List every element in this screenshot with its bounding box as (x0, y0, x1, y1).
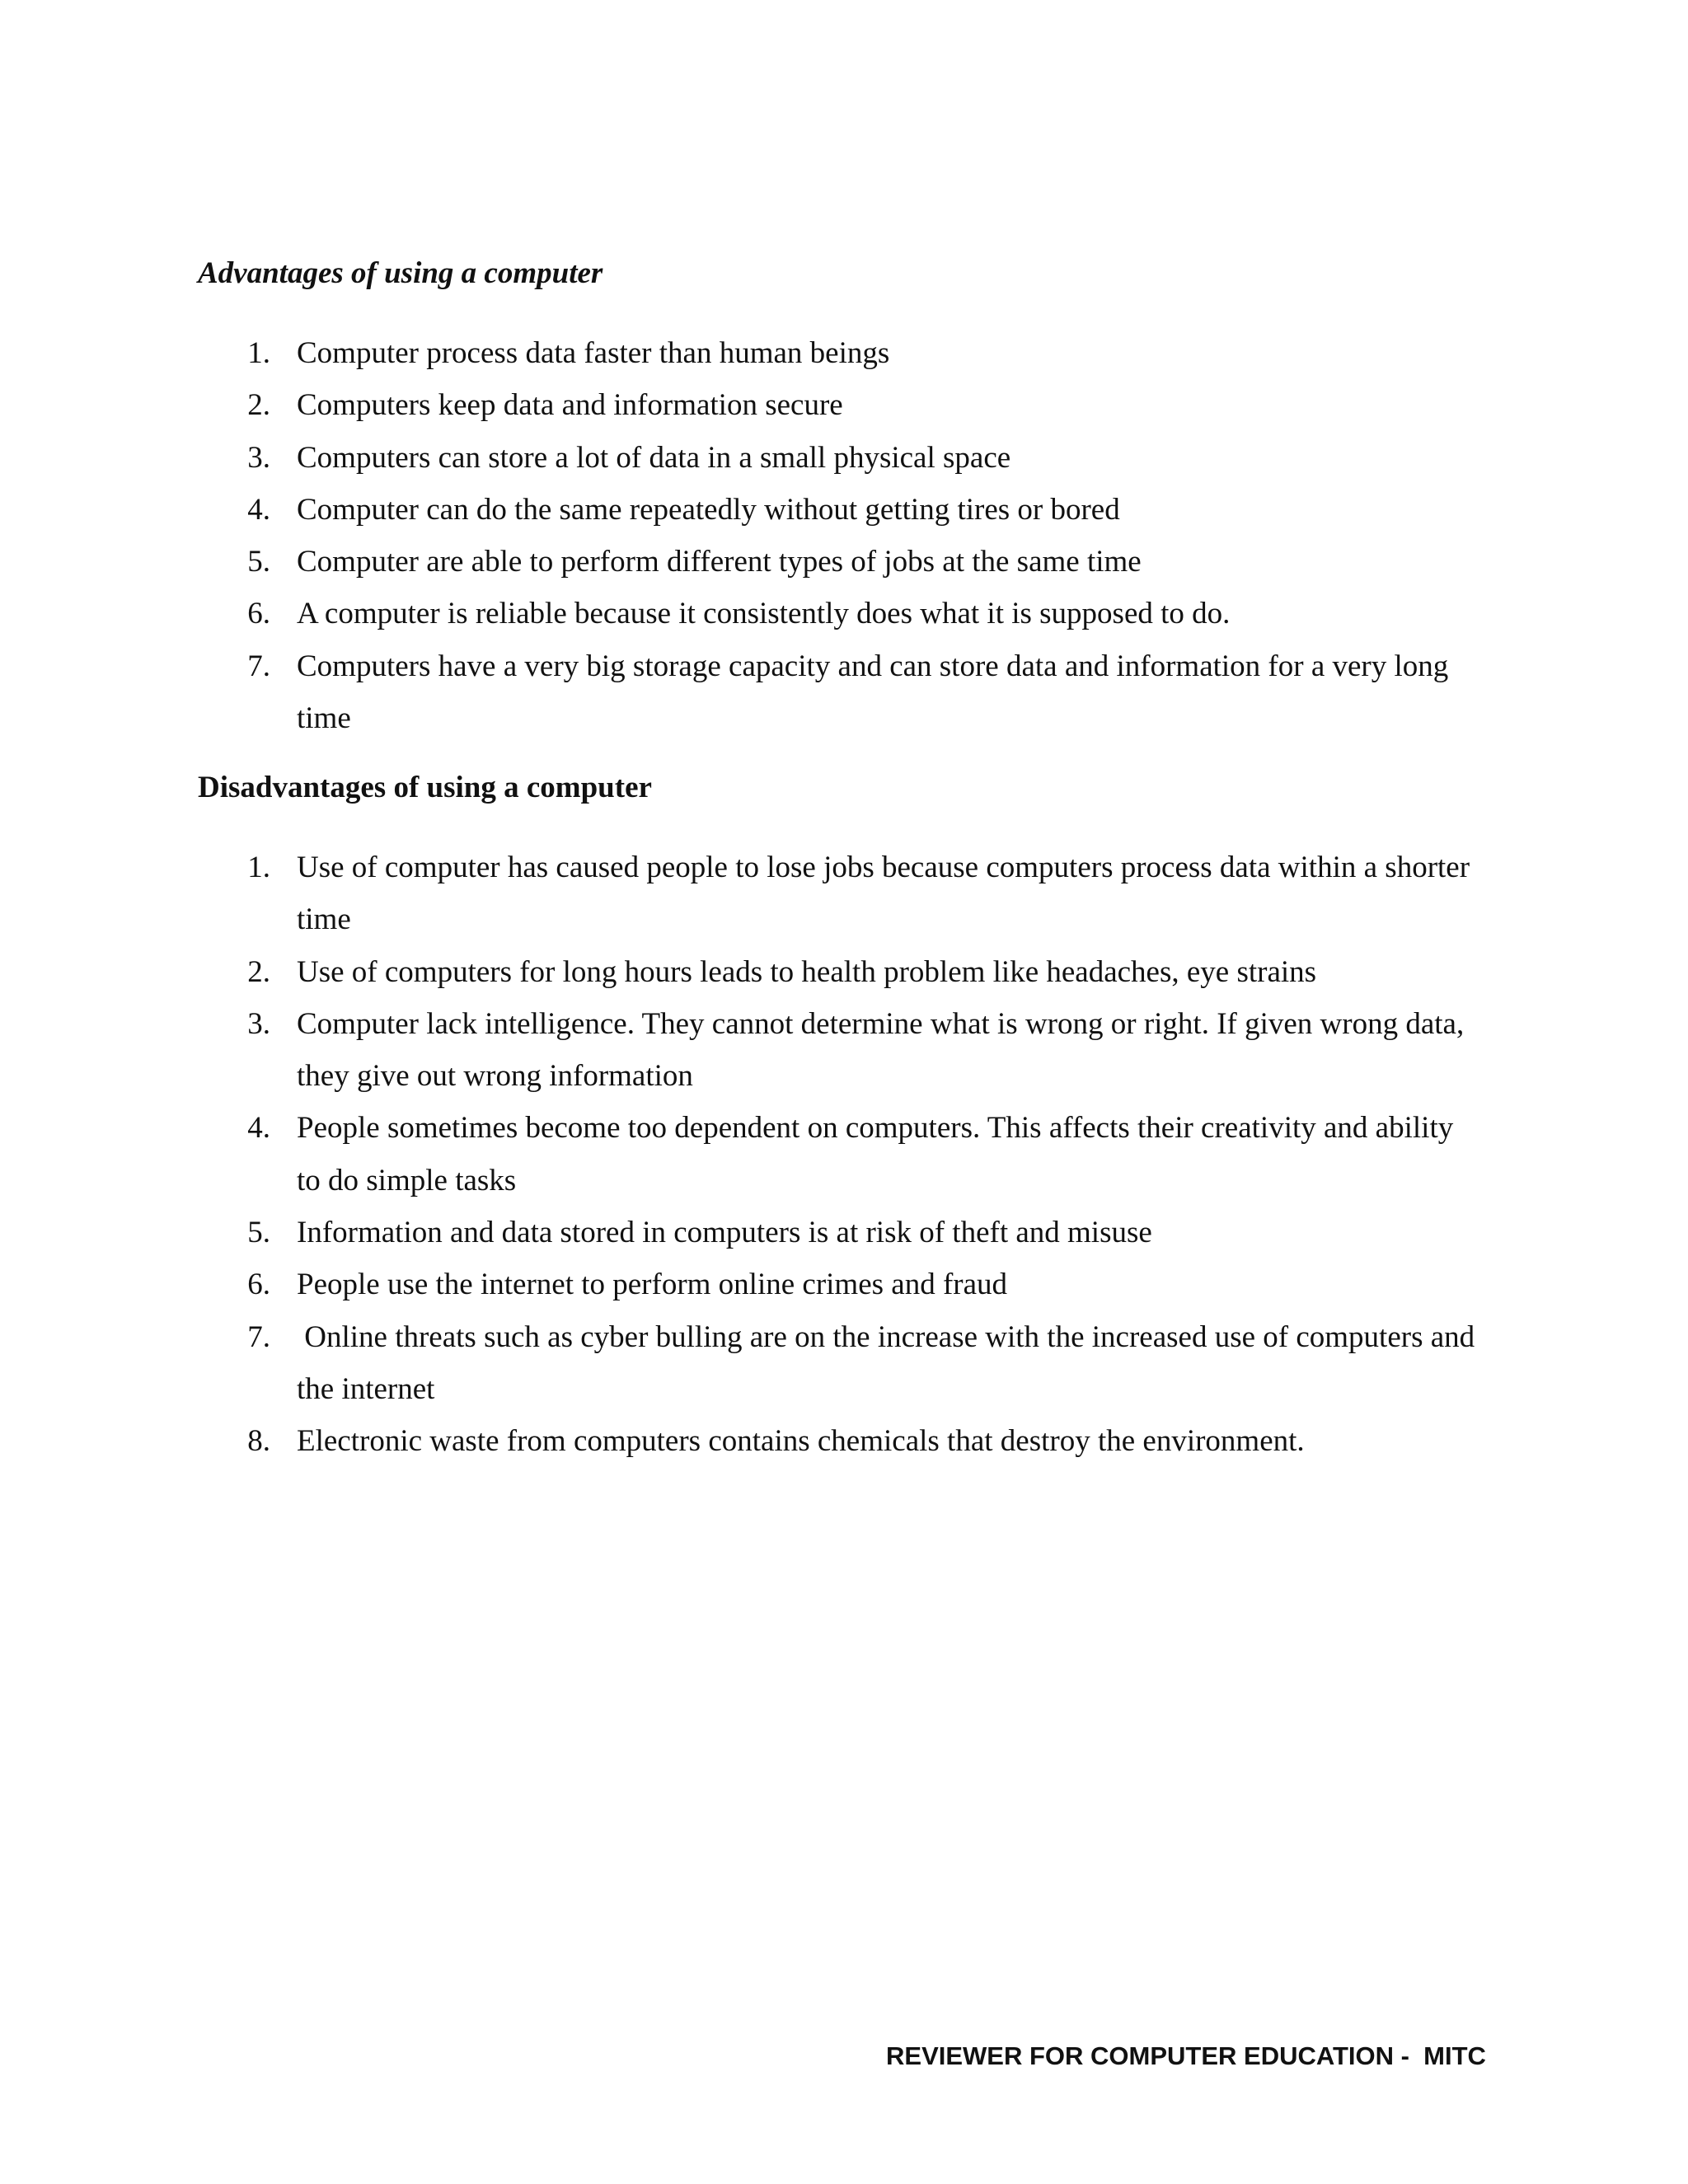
list-item (0, 588, 1688, 640)
list-text: People use the internet to perform online crimes and fraud (297, 1268, 1008, 1302)
list-item (0, 327, 1688, 379)
list-text: Use of computer has caused people to lose jobs because computers process data within a shorter time (297, 851, 1470, 937)
list-text: A computer is reliable because it consistently does what it is supposed to do. (297, 597, 1231, 631)
list-text: Computers keep data and information secure (297, 388, 843, 423)
list-number: 6 . (246, 1258, 270, 1310)
list-item (0, 1102, 1688, 1207)
list-text: Online threats such as cyber bulling are on the increase with the increased use of computers and the internet (297, 1319, 1483, 1406)
list-item (0, 379, 1688, 431)
list-item (0, 998, 1688, 1103)
list-text: Information and data stored in computers is at risk of theft and misuse (297, 1216, 1152, 1250)
list-number: 8 . (246, 1415, 270, 1467)
list-number: 3 . (246, 432, 270, 484)
list-text: Computer are able to perform different types of jobs at the same time (297, 545, 1142, 579)
list-item (0, 1415, 1688, 1467)
list-item (0, 640, 1688, 745)
list-number: 3 . (246, 998, 270, 1050)
list-number: 4 . (246, 1102, 270, 1154)
list-text: People sometimes become too dependent on computers. This affects their creativity and ability to do simple tasks (297, 1111, 1454, 1197)
list-text: Electronic waste from computers contains chemicals that destroy the environment. (297, 1424, 1305, 1459)
list-item (0, 484, 1688, 536)
list-text: Computer process data faster than human beings (297, 336, 890, 370)
list-item (0, 1311, 1688, 1416)
list-number: 7 . (246, 1311, 270, 1363)
advantages-list (0, 327, 1688, 744)
list-text: Computers can store a lot of data in a small physical space (297, 440, 1011, 475)
list-text: Use of computers for long hours leads to health problem like headaches, eye strains (297, 954, 1317, 989)
list-number: 5 . (246, 536, 270, 588)
list-number: 1 . (246, 327, 270, 379)
list-number: 2 . (246, 379, 270, 431)
page-footer: REVIEWER FOR COMPUTER EDUCATION - MITC (886, 2041, 1486, 2070)
list-number: 5 . (246, 1207, 270, 1258)
list-number: 6 . (246, 588, 270, 640)
list-item (0, 432, 1688, 484)
disadvantages-list (0, 841, 1688, 1468)
list-item (0, 1258, 1688, 1310)
list-text: Computers have a very big storage capacity and can store data and information for a very long time (297, 649, 1449, 736)
list-item (0, 536, 1688, 588)
list-number: 1 . (246, 841, 270, 893)
list-item (0, 841, 1688, 946)
list-item (0, 946, 1688, 998)
list-number: 4 . (246, 484, 270, 536)
disadvantages-heading: Disadvantages of using a computer (198, 771, 652, 804)
advantages-heading: Advantages of using a computer (198, 256, 603, 290)
list-text: Computer can do the same repeatedly without getting tires or bored (297, 492, 1120, 527)
list-text: Computer lack intelligence. They cannot determine what is wrong or right. If given wrong data, they give out wrong information (297, 1006, 1465, 1094)
list-number: 7 . (246, 640, 270, 692)
list-item (0, 1207, 1688, 1258)
list-number: 2 . (246, 946, 270, 998)
